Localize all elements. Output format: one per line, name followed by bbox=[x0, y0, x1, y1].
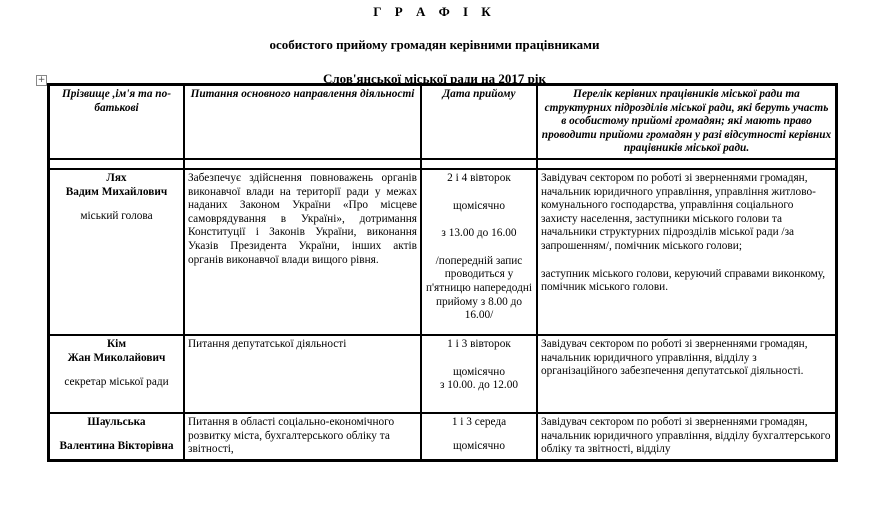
date-cell bbox=[421, 413, 537, 460]
table-move-handle-icon[interactable]: + bbox=[37, 75, 46, 85]
header-name: Прізвище ,ім'я та по-батькові bbox=[49, 85, 184, 159]
table-row bbox=[49, 413, 836, 460]
person-surname: Лях bbox=[106, 171, 127, 184]
document-subtitle: особистого прийому громадян керівними працівниками bbox=[269, 37, 600, 52]
list-secondary: заступник міського голови, керуючий справами виконкому, помічник міського голови. bbox=[541, 267, 826, 294]
person-surname: Кім bbox=[106, 337, 127, 350]
person-given-name: Валентина Вікторівна bbox=[59, 439, 174, 452]
topic-cell: Питання депутатської діяльності bbox=[184, 335, 421, 413]
date-frequency: щомісячно bbox=[452, 199, 505, 212]
person-cell bbox=[49, 335, 184, 413]
date-note: /попередній запис проводиться у п'ятницю напередодні прийому з 8.00 до 16.00/ bbox=[425, 254, 533, 322]
header-topic: Питання основного направлення діяльності bbox=[184, 85, 421, 159]
spacer-row bbox=[49, 159, 836, 169]
date-days: 1 і 3 вівторок bbox=[447, 337, 511, 350]
table-header-row bbox=[49, 85, 836, 159]
date-frequency: щомісячно bbox=[452, 439, 505, 452]
topic-cell: Питання в області соціально-економічного розвитку міста, бухгалтерського обліку та звітності, bbox=[184, 413, 421, 460]
list-cell bbox=[537, 169, 836, 335]
person-given-name: Вадим Михайлович bbox=[65, 185, 168, 198]
list-cell: Завідувач сектором по роботі зі зверненнями громадян, начальник юридичного управління, відділу з організаційного забезпечення депутатської діяльності. bbox=[537, 335, 836, 413]
date-hours: з 10.00. до 12.00 bbox=[440, 379, 518, 392]
table-row bbox=[49, 169, 836, 335]
list-primary: Завідувач сектором по роботі зі зверненнями громадян, начальник юридичного управління, управління житлово-комунального господарства, управління соціального захисту населення, заступники міського голови та начальники структурних підрозділів міської ради /за запрошенням/, помічник міського голови; bbox=[541, 171, 816, 252]
header-date: Дата прийому bbox=[421, 85, 537, 159]
person-surname: Шаульська bbox=[87, 415, 146, 428]
person-cell bbox=[49, 169, 184, 335]
date-cell bbox=[421, 169, 537, 335]
document-subtitle-year: Слов'янської міської ради на 2017 рік bbox=[323, 71, 546, 86]
date-days: 1 і 3 середа bbox=[451, 415, 507, 428]
reception-schedule-table bbox=[47, 83, 838, 462]
person-cell bbox=[49, 413, 184, 460]
date-hours: з 13.00 до 16.00 bbox=[441, 227, 517, 240]
header-list: Перелік керівних працівників міської ради та структурних підрозділів міської ради, які беруть участь в особистому прийомі громадян; які мають право проводити прийоми громадян у разі відсутності керівних працівників міської ради. bbox=[537, 85, 836, 159]
person-given-name: Жан Миколайович bbox=[67, 351, 166, 364]
person-position: секретар міської ради bbox=[64, 376, 169, 389]
person-position: міський голова bbox=[80, 210, 153, 223]
document-title: Г Р А Ф І К bbox=[373, 4, 496, 19]
date-frequency: щомісячно bbox=[452, 365, 505, 378]
date-days: 2 і 4 вівторок bbox=[447, 171, 511, 184]
list-cell: Завідувач сектором по роботі зі зверненнями громадян, начальник юридичного управління, відділу бухгалтерського обліку та звітності, відділу bbox=[537, 413, 836, 460]
table-row bbox=[49, 335, 836, 413]
date-cell bbox=[421, 335, 537, 413]
topic-cell: Забезпечує здійснення повноважень органів виконавчої влади на території ради у межах наданих Законом України «Про місцеве самоврядування в Україні», дотримання Конституції і Законів України, виконання Указів Президента України, інших актів органів виконавчої влади вищого рівня. bbox=[184, 169, 421, 335]
